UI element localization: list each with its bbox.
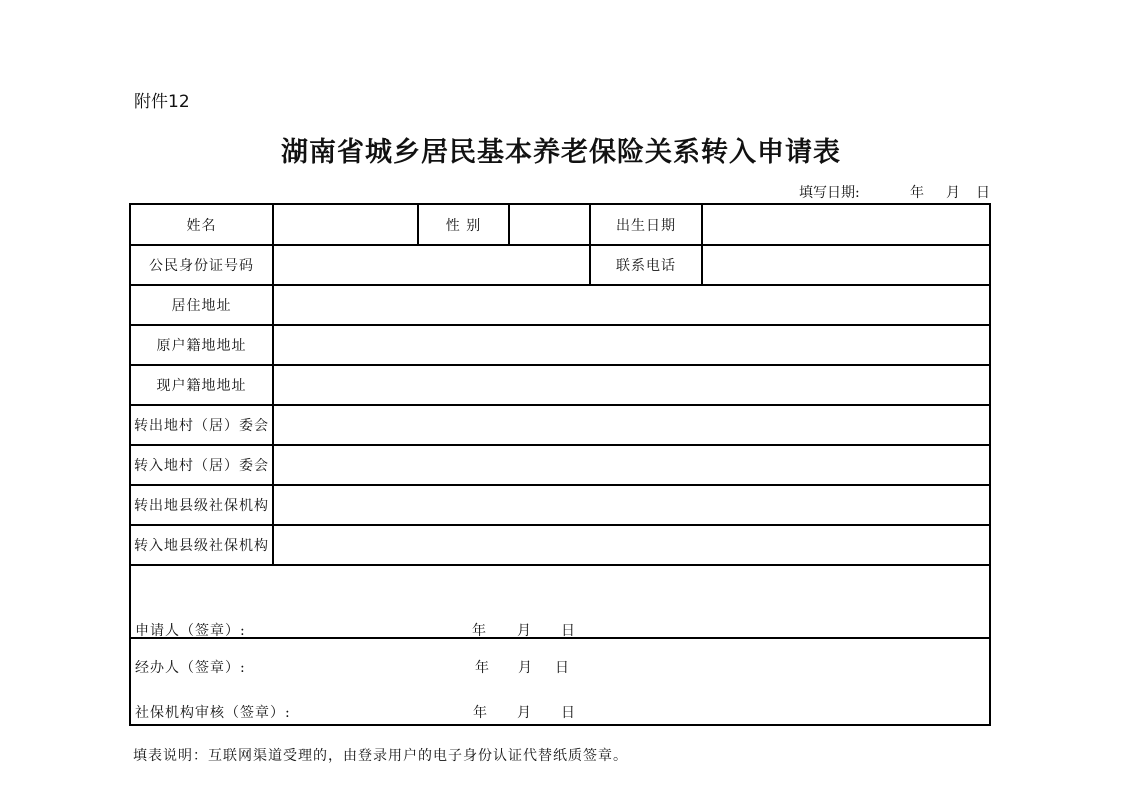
fill-date-label: 填写日期: (799, 185, 860, 201)
handler-signature-label: 经办人（签章）: (135, 660, 246, 676)
fill-date-day: 日 (976, 185, 990, 201)
phone-label: 联系电话 (616, 258, 676, 274)
handler-day: 日 (555, 660, 570, 676)
attachment-label: 附件12 (134, 92, 190, 112)
id-number-field[interactable] (274, 246, 589, 284)
handler-month: 月 (518, 660, 533, 676)
form-title: 湖南省城乡居民基本养老保险关系转入申请表 (281, 137, 841, 168)
in-agency-label: 转入地县级社保机构 (134, 538, 269, 554)
out-agency-field[interactable] (274, 486, 989, 524)
agency-review-month: 月 (517, 705, 532, 721)
applicant-signature-label: 申请人（签章）: (135, 623, 246, 639)
out-agency-label: 转出地县级社保机构 (134, 498, 269, 514)
application-form-table (129, 203, 991, 726)
in-agency-field[interactable] (274, 526, 989, 564)
out-committee-field[interactable] (274, 406, 989, 444)
form-note: 填表说明：互联网渠道受理的，由登录用户的电子身份认证代替纸质签章。 (133, 748, 628, 764)
fill-date-year: 年 (910, 185, 924, 201)
gender-label: 性 别 (445, 217, 482, 234)
name-field[interactable] (274, 205, 417, 244)
in-committee-label: 转入地村（居）委会 (134, 458, 269, 474)
in-committee-field[interactable] (274, 446, 989, 484)
out-committee-label: 转出地村（居）委会 (134, 418, 269, 434)
gender-field[interactable] (510, 205, 589, 244)
orig-household-field[interactable] (274, 326, 989, 364)
row-divider (131, 564, 989, 566)
agency-review-year: 年 (473, 705, 488, 721)
agency-review-day: 日 (561, 705, 576, 721)
residence-field[interactable] (274, 286, 989, 324)
curr-household-field[interactable] (274, 366, 989, 404)
row-divider (131, 637, 989, 639)
curr-household-label: 现户籍地地址 (156, 378, 247, 394)
birth-date-field[interactable] (703, 205, 989, 244)
agency-review-label: 社保机构审核（签章）: (135, 705, 291, 721)
id-number-label: 公民身份证号码 (149, 258, 254, 274)
residence-label: 居住地址 (171, 298, 232, 314)
phone-field[interactable] (703, 246, 989, 284)
fill-date-month: 月 (946, 185, 960, 201)
name-label: 姓名 (186, 217, 217, 234)
orig-household-label: 原户籍地地址 (156, 338, 247, 354)
birth-date-label: 出生日期 (616, 217, 676, 234)
applicant-month: 月 (517, 623, 532, 639)
applicant-year: 年 (472, 623, 487, 639)
handler-year: 年 (475, 660, 490, 676)
applicant-day: 日 (561, 623, 576, 639)
